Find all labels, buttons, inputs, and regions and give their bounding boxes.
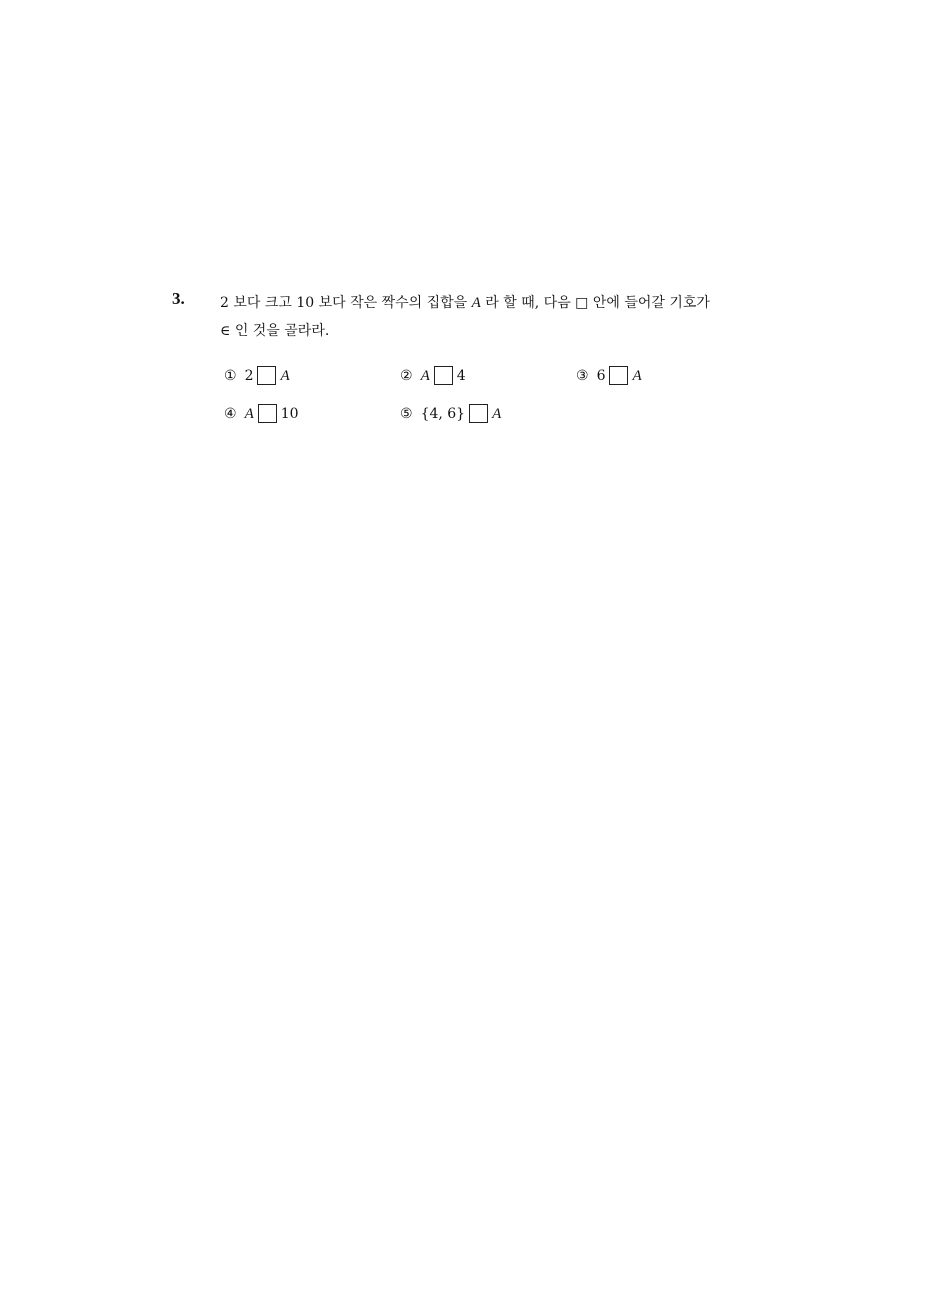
option-2[interactable] [400, 366, 466, 385]
option-3[interactable] [576, 366, 642, 385]
option-right: A [280, 367, 290, 384]
blank-box [469, 404, 488, 423]
blank-box [257, 366, 276, 385]
option-marker: ③ [576, 367, 589, 384]
question-number: 3. [172, 289, 185, 308]
option-left: {4, 6} [420, 405, 466, 422]
option-right: 10 [280, 405, 299, 422]
stem-text-b: 라 할 때, 다음 □ 안에 들어갈 기호가 [480, 295, 710, 311]
option-right: A [632, 367, 642, 384]
option-marker: ① [224, 367, 237, 384]
option-right: 4 [456, 367, 466, 384]
blank-box [434, 366, 453, 385]
blank-box [609, 366, 628, 385]
option-marker: ⑤ [400, 405, 413, 422]
blank-box [258, 404, 277, 423]
option-left: A [244, 405, 254, 422]
stem-line-2: ∈ 인 것을 골라라. [220, 323, 330, 339]
option-4[interactable] [224, 404, 299, 423]
option-left: 6 [596, 367, 606, 384]
option-left: 2 [244, 367, 254, 384]
option-1[interactable] [224, 366, 290, 385]
stem-line-1 [220, 289, 780, 317]
question-stem [220, 289, 780, 345]
stem-text-a: 2 보다 크고 10 보다 작은 짝수의 집합을 [220, 295, 472, 311]
option-5[interactable] [400, 404, 501, 423]
option-marker: ④ [224, 405, 237, 422]
option-marker: ② [400, 367, 413, 384]
option-left: A [420, 367, 430, 384]
option-right: A [492, 405, 502, 422]
set-variable: A [471, 295, 481, 311]
